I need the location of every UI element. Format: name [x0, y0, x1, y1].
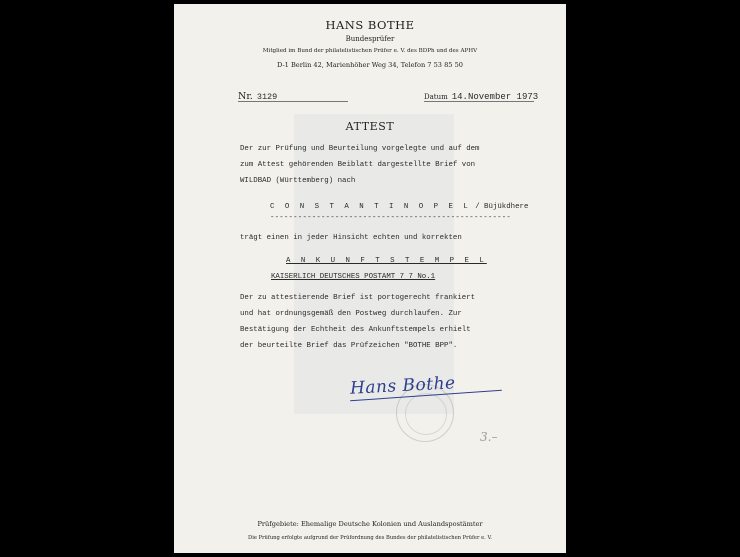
datum-value: 14.November 1973 — [451, 92, 539, 102]
attest-heading: ATTEST — [345, 120, 395, 133]
body-line: WILDBAD (Württemberg) nach — [240, 177, 356, 185]
nr-value: 3129 — [256, 92, 278, 102]
destination-city: C O N S T A N T I N O P E L — [270, 203, 471, 211]
letterhead-name: HANS BOTHE — [325, 18, 415, 32]
body-line: und hat ordnungsgemäß den Postweg durchlaufen. Zur — [240, 310, 462, 318]
body-line: Bestätigung der Echtheit des Ankunftstempels erhielt — [240, 326, 471, 334]
destination — [270, 204, 528, 211]
nr-rule — [238, 101, 348, 102]
letterhead-address: D-1 Berlin 42, Marienhöher Weg 34, Telefon 7 53 85 50 — [277, 61, 463, 69]
letterhead-title: Bundesprüfer — [345, 35, 395, 43]
nr-label: Nr. — [238, 91, 253, 102]
pencil-mark: 3.– — [480, 430, 498, 444]
footer-regulation: Die Prüfung erfolgte aufgrund der Prüfordnung des Bundes der philatelistischen Prüfer e. V. — [248, 535, 492, 541]
destination-suffix: / Büjükdhere — [475, 203, 529, 211]
postamt-line: KAISERLICH DEUTSCHES POSTAMT 7 7 No.1 — [271, 273, 436, 281]
body-line: Der zur Prüfung und Beurteilung vorgelegte und auf dem — [240, 145, 480, 153]
footer-specialties: Prüfgebiete: Ehemalige Deutsche Kolonien und Auslandspostämter — [257, 520, 483, 528]
letterhead-membership: Mitglied im Bund der philatelistischen Prüfer e. V. des BDPh und des APHV — [262, 48, 478, 54]
datum-rule — [424, 101, 534, 102]
datum-label: Datum — [424, 93, 448, 101]
dash-divider: ---------------------------------------------------- — [270, 214, 512, 222]
stamp-type: A N K U N F T S T E M P E L — [286, 257, 487, 265]
body-line: trägt einen in jeder Hinsicht echten und korrekten — [240, 234, 462, 242]
body-line: zum Attest gehörenden Beiblatt dargestellte Brief von — [240, 161, 476, 169]
certificate-sheet — [174, 4, 566, 553]
body-line: Der zu attestierende Brief ist portogerecht frankiert — [240, 294, 476, 302]
signature: Hans Bothe — [349, 373, 457, 399]
body-line: der beurteilte Brief das Prüfzeichen "BOTHE BPP". — [240, 342, 458, 350]
